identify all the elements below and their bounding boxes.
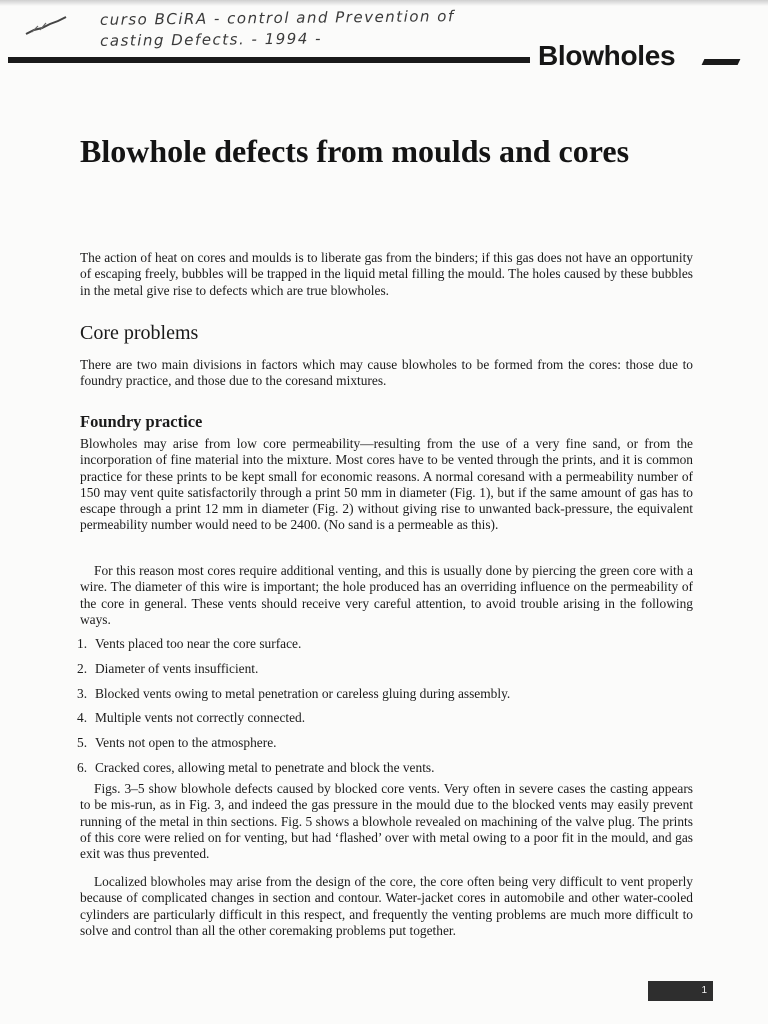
foundry-paragraph-1: Blowholes may arise from low core permeability—resulting from the use of a very fine sand, or from the incorporation of fine material into the mixture. Most cores have to be vented through the prints, and it is common practice for these prints to be kept small for economic reasons. A normal coresand with a permeability number of 150 may vent quite satisfactorily through a print 50 mm in diameter (Fig. 1), but if the same amount of gas has to escape through a print 12 mm in diameter (Fig. 2) without giving rise to unwanted back-pressure, the equivalent permeability number would need to be 2400. (No sand is a permeable as this).	[80, 436, 693, 533]
list-item-text: Diameter of vents insufficient.	[95, 660, 259, 676]
vent-problems-list	[77, 636, 697, 785]
header-rule	[8, 57, 530, 63]
header-rule-end	[702, 59, 741, 65]
foundry-practice-heading: Foundry practice	[80, 412, 203, 431]
list-item-number: 3.	[77, 685, 88, 701]
list-item	[77, 636, 697, 661]
foundry-paragraph-3: Figs. 3–5 show blowhole defects caused by blocked core vents. Very often in severe cases the casting appears to be mis-run, as in Fig. 3, and indeed the gas pressure in the mould due to the blocked vents may easily prevent running of the metal in thin sections. Fig. 5 shows a blowhole revealed on machining of the valve plug. The prints of this core were relied on for venting, but had ‘flashed’ over with metal owing to a poor fit in the mould, and gas exit was thus prevented.	[80, 781, 693, 862]
core-problems-heading: Core problems	[80, 322, 199, 344]
intro-paragraph: The action of heat on cores and moulds is to liberate gas from the binders; if this gas does not have an opportunity of escaping freely, bubbles will be trapped in the liquid metal filling the mould. The holes caused by these bubbles in the metal give rise to defects which are true blowholes.	[80, 250, 693, 298]
list-item-text: Blocked vents owing to metal penetration or careless gluing during assembly.	[95, 685, 511, 701]
list-item-text: Multiple vents not correctly connected.	[95, 710, 306, 726]
list-item-number: 6.	[77, 759, 88, 775]
list-item	[77, 686, 697, 711]
page-title: Blowhole defects from moulds and cores	[80, 133, 630, 169]
list-item	[77, 735, 697, 760]
list-item-number: 2.	[77, 660, 88, 676]
annotation-line-2: casting Defects. - 1994 -	[100, 29, 323, 50]
pen-mark-icon	[24, 14, 70, 38]
list-item-text: Vents placed too near the core surface.	[95, 636, 302, 651]
handwritten-annotation	[100, 6, 455, 52]
list-item-number: 1.	[77, 636, 88, 651]
scan-edge	[0, 0, 768, 6]
list-item-text: Vents not open to the atmosphere.	[95, 735, 277, 751]
list-item-number: 5.	[77, 735, 88, 751]
page-number: 1	[648, 981, 713, 1001]
list-item-number: 4.	[77, 710, 88, 726]
list-item	[77, 661, 697, 686]
list-item	[77, 710, 697, 735]
foundry-paragraph-2: For this reason most cores require additional venting, and this is usually done by piercing the green core with a wire. The diameter of this wire is important; the hole produced has an overriding influence on the permeability of the core in general. These vents should receive very careful attention, to avoid trouble arising in the following ways.	[80, 563, 693, 627]
list-item-text: Cracked cores, allowing metal to penetrate and block the vents.	[95, 759, 435, 775]
section-tag: Blowholes	[538, 40, 676, 71]
foundry-paragraph-4: Localized blowholes may arise from the design of the core, the core often being very difficult to vent properly because of complicated changes in section and contour. Water-jacket cores in automobile and other water-cooled cylinders are particularly difficult in this respect, and frequently the venting problems are much more difficult to solve and control than all the other coremaking problems put together.	[80, 874, 693, 938]
core-problems-paragraph: There are two main divisions in factors which may cause blowholes to be formed from the cores: those due to foundry practice, and those due to the coresand mixtures.	[80, 357, 693, 389]
annotation-line-1: curso BCiRA - control and Prevention of	[99, 7, 455, 29]
